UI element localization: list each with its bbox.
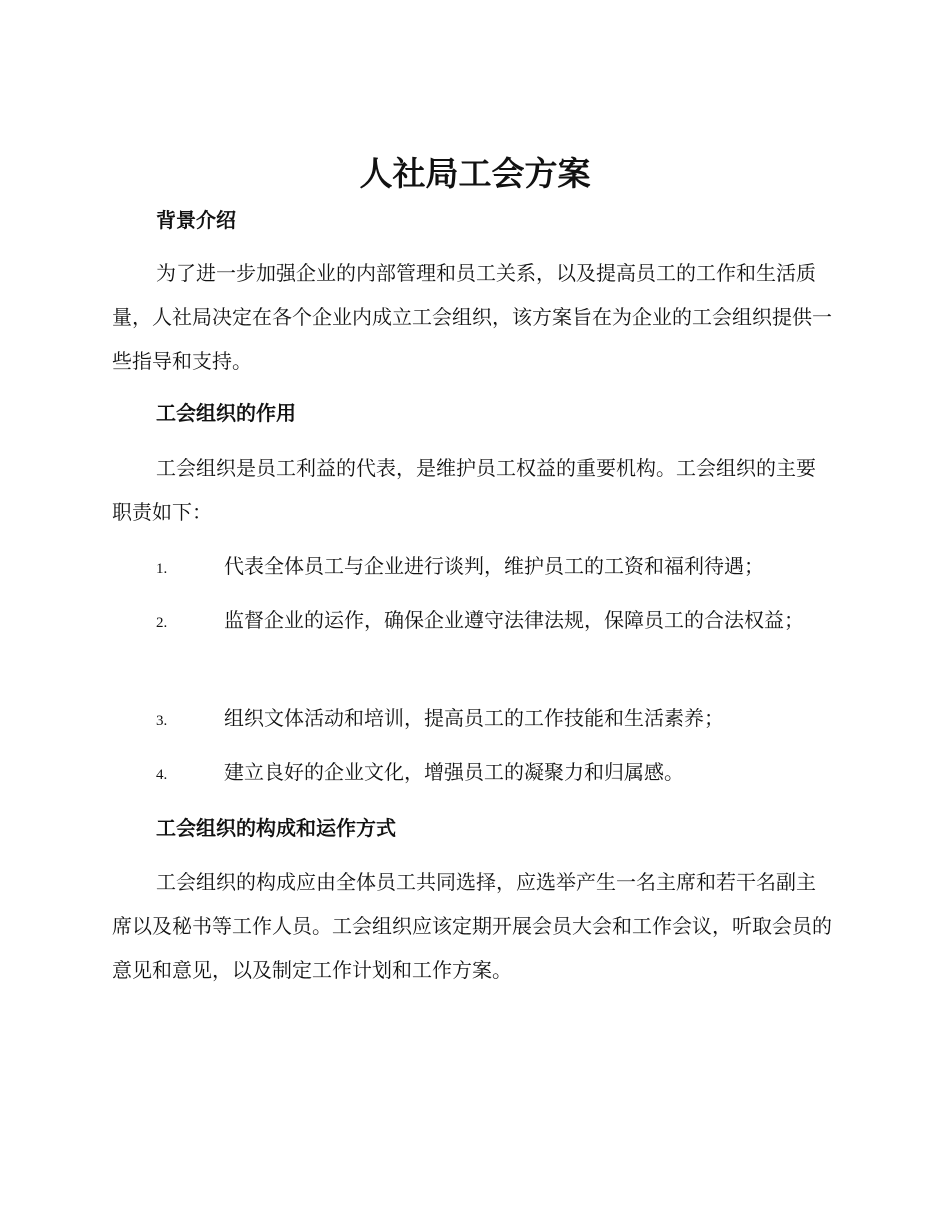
list-item [112,544,832,591]
list-item [112,598,832,645]
section-heading-background: 背景介绍 [156,208,236,232]
list-item-text: 监督企业的运作，确保企业遵守法律法规，保障员工的合法权益； [224,608,804,632]
list-item-text: 建立良好的企业文化，增强员工的凝聚力和归属感。 [224,760,684,784]
list-number: 3. [156,713,168,729]
list-number: 2. [156,615,168,631]
paragraph-role: 工会组织是员工利益的代表，是维护员工权益的重要机构。工会组织的主要职责如下： [112,456,816,524]
list-item-text: 组织文体活动和培训，提高员工的工作技能和生活素养； [224,706,724,730]
paragraph-structure: 工会组织的构成应由全体员工共同选择，应选举产生一名主席和若干名副主席以及秘书等工作人员。工会组织应该定期开展会员大会和工作会议，听取会员的意见和意见，以及制定工作计划和工作方案。 [112,870,832,982]
section-heading-role: 工会组织的作用 [156,401,296,425]
list-item-text: 代表全体员工与企业进行谈判，维护员工的工资和福利待遇； [224,554,764,578]
list-item [112,696,832,743]
section-heading-structure: 工会组织的构成和运作方式 [156,816,396,840]
document-title: 人社局工会方案 [359,154,591,193]
list-number: 1. [156,561,168,577]
paragraph-background: 为了进一步加强企业的内部管理和员工关系，以及提高员工的工作和生活质量，人社局决定在各个企业内成立工会组织，该方案旨在为企业的工会组织提供一些指导和支持。 [112,261,832,373]
list-number: 4. [156,767,168,783]
list-item [112,750,832,797]
